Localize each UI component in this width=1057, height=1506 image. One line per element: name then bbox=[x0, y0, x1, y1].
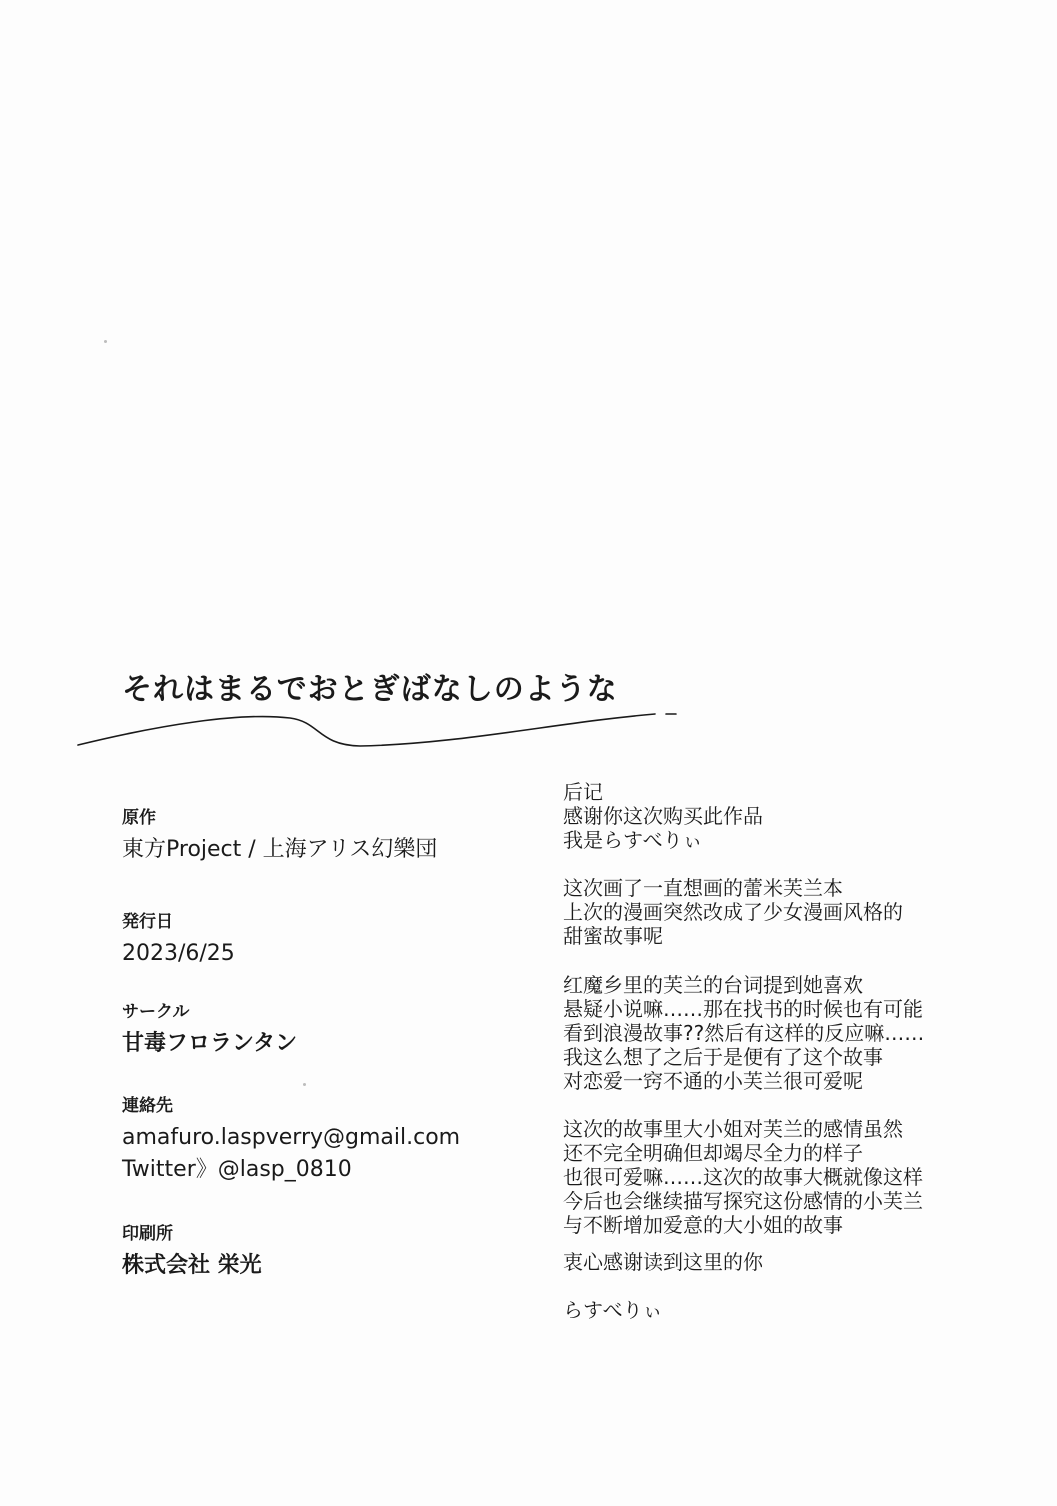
afterword-line: 我是らすべりぃ bbox=[563, 828, 703, 852]
printer-label: 印刷所 bbox=[122, 1224, 173, 1244]
afterword-line: 与不断增加爱意的大小姐的故事 bbox=[563, 1213, 843, 1237]
afterword-line: 感谢你这次购买此作品 bbox=[563, 804, 763, 828]
afterword-paragraph-5 bbox=[563, 1250, 1033, 1274]
circle-section bbox=[122, 1001, 522, 1059]
contact-email: amafuro.laspverry@gmail.com bbox=[122, 1125, 461, 1150]
signature-text: らすべりぃ bbox=[563, 1298, 663, 1322]
afterword-line: 今后也会继续描写探究这份感情的小芙兰 bbox=[563, 1189, 923, 1213]
publish-date-label: 発行日 bbox=[122, 912, 173, 932]
publish-date-section bbox=[122, 911, 522, 969]
circle-value: 甘毒フロランタン bbox=[122, 1031, 298, 1056]
afterword-signature bbox=[563, 1298, 1033, 1322]
paper-speck bbox=[104, 340, 107, 343]
title-swoosh-decoration bbox=[0, 700, 1057, 760]
afterword-line: 看到浪漫故事??然后有这样的反应嘛…… bbox=[563, 1021, 925, 1045]
original-work-section bbox=[122, 807, 522, 865]
afterword-paragraph-3 bbox=[563, 973, 1033, 1093]
publish-date-value: 2023/6/25 bbox=[122, 941, 235, 966]
book-title: それはまるでおとぎばなしのような bbox=[122, 672, 618, 707]
afterword-line: 我这么想了之后于是便有了这个故事 bbox=[563, 1045, 883, 1069]
contact-section bbox=[122, 1095, 522, 1185]
printer-section bbox=[122, 1223, 522, 1281]
contact-twitter: Twitter》@lasp_0810 bbox=[122, 1157, 352, 1182]
afterword-line: 悬疑小说嘛……那在找书的时候也有可能 bbox=[563, 997, 923, 1021]
afterword-line: 红魔乡里的芙兰的台词提到她喜欢 bbox=[563, 973, 863, 997]
printer-value: 株式会社 栄光 bbox=[122, 1253, 262, 1278]
afterword-line: 对恋爱一窍不通的小芙兰很可爱呢 bbox=[563, 1069, 863, 1093]
circle-label: サークル bbox=[122, 1002, 190, 1022]
original-work-label: 原作 bbox=[122, 808, 156, 828]
afterword-line: 这次画了一直想画的蕾米芙兰本 bbox=[563, 876, 843, 900]
afterword-paragraph-1 bbox=[563, 780, 1033, 852]
original-work-value: 東方Project / 上海アリス幻樂団 bbox=[122, 837, 438, 862]
afterword-paragraph-4 bbox=[563, 1117, 1033, 1237]
afterword-line: 还不完全明确但却竭尽全力的样子 bbox=[563, 1141, 863, 1165]
paper-speck bbox=[303, 1083, 306, 1086]
afterword-heading: 后记 bbox=[563, 780, 603, 804]
afterword-line: 这次的故事里大小姐对芙兰的感情虽然 bbox=[563, 1117, 903, 1141]
afterword-line: 上次的漫画突然改成了少女漫画风格的 bbox=[563, 900, 903, 924]
afterword-paragraph-2 bbox=[563, 876, 1033, 948]
afterword-line: 甜蜜故事呢 bbox=[563, 924, 663, 948]
afterword-line: 衷心感谢读到这里的你 bbox=[563, 1250, 763, 1274]
contact-label: 連絡先 bbox=[122, 1096, 173, 1116]
afterword-line: 也很可爱嘛……这次的故事大概就像这样 bbox=[563, 1165, 923, 1189]
